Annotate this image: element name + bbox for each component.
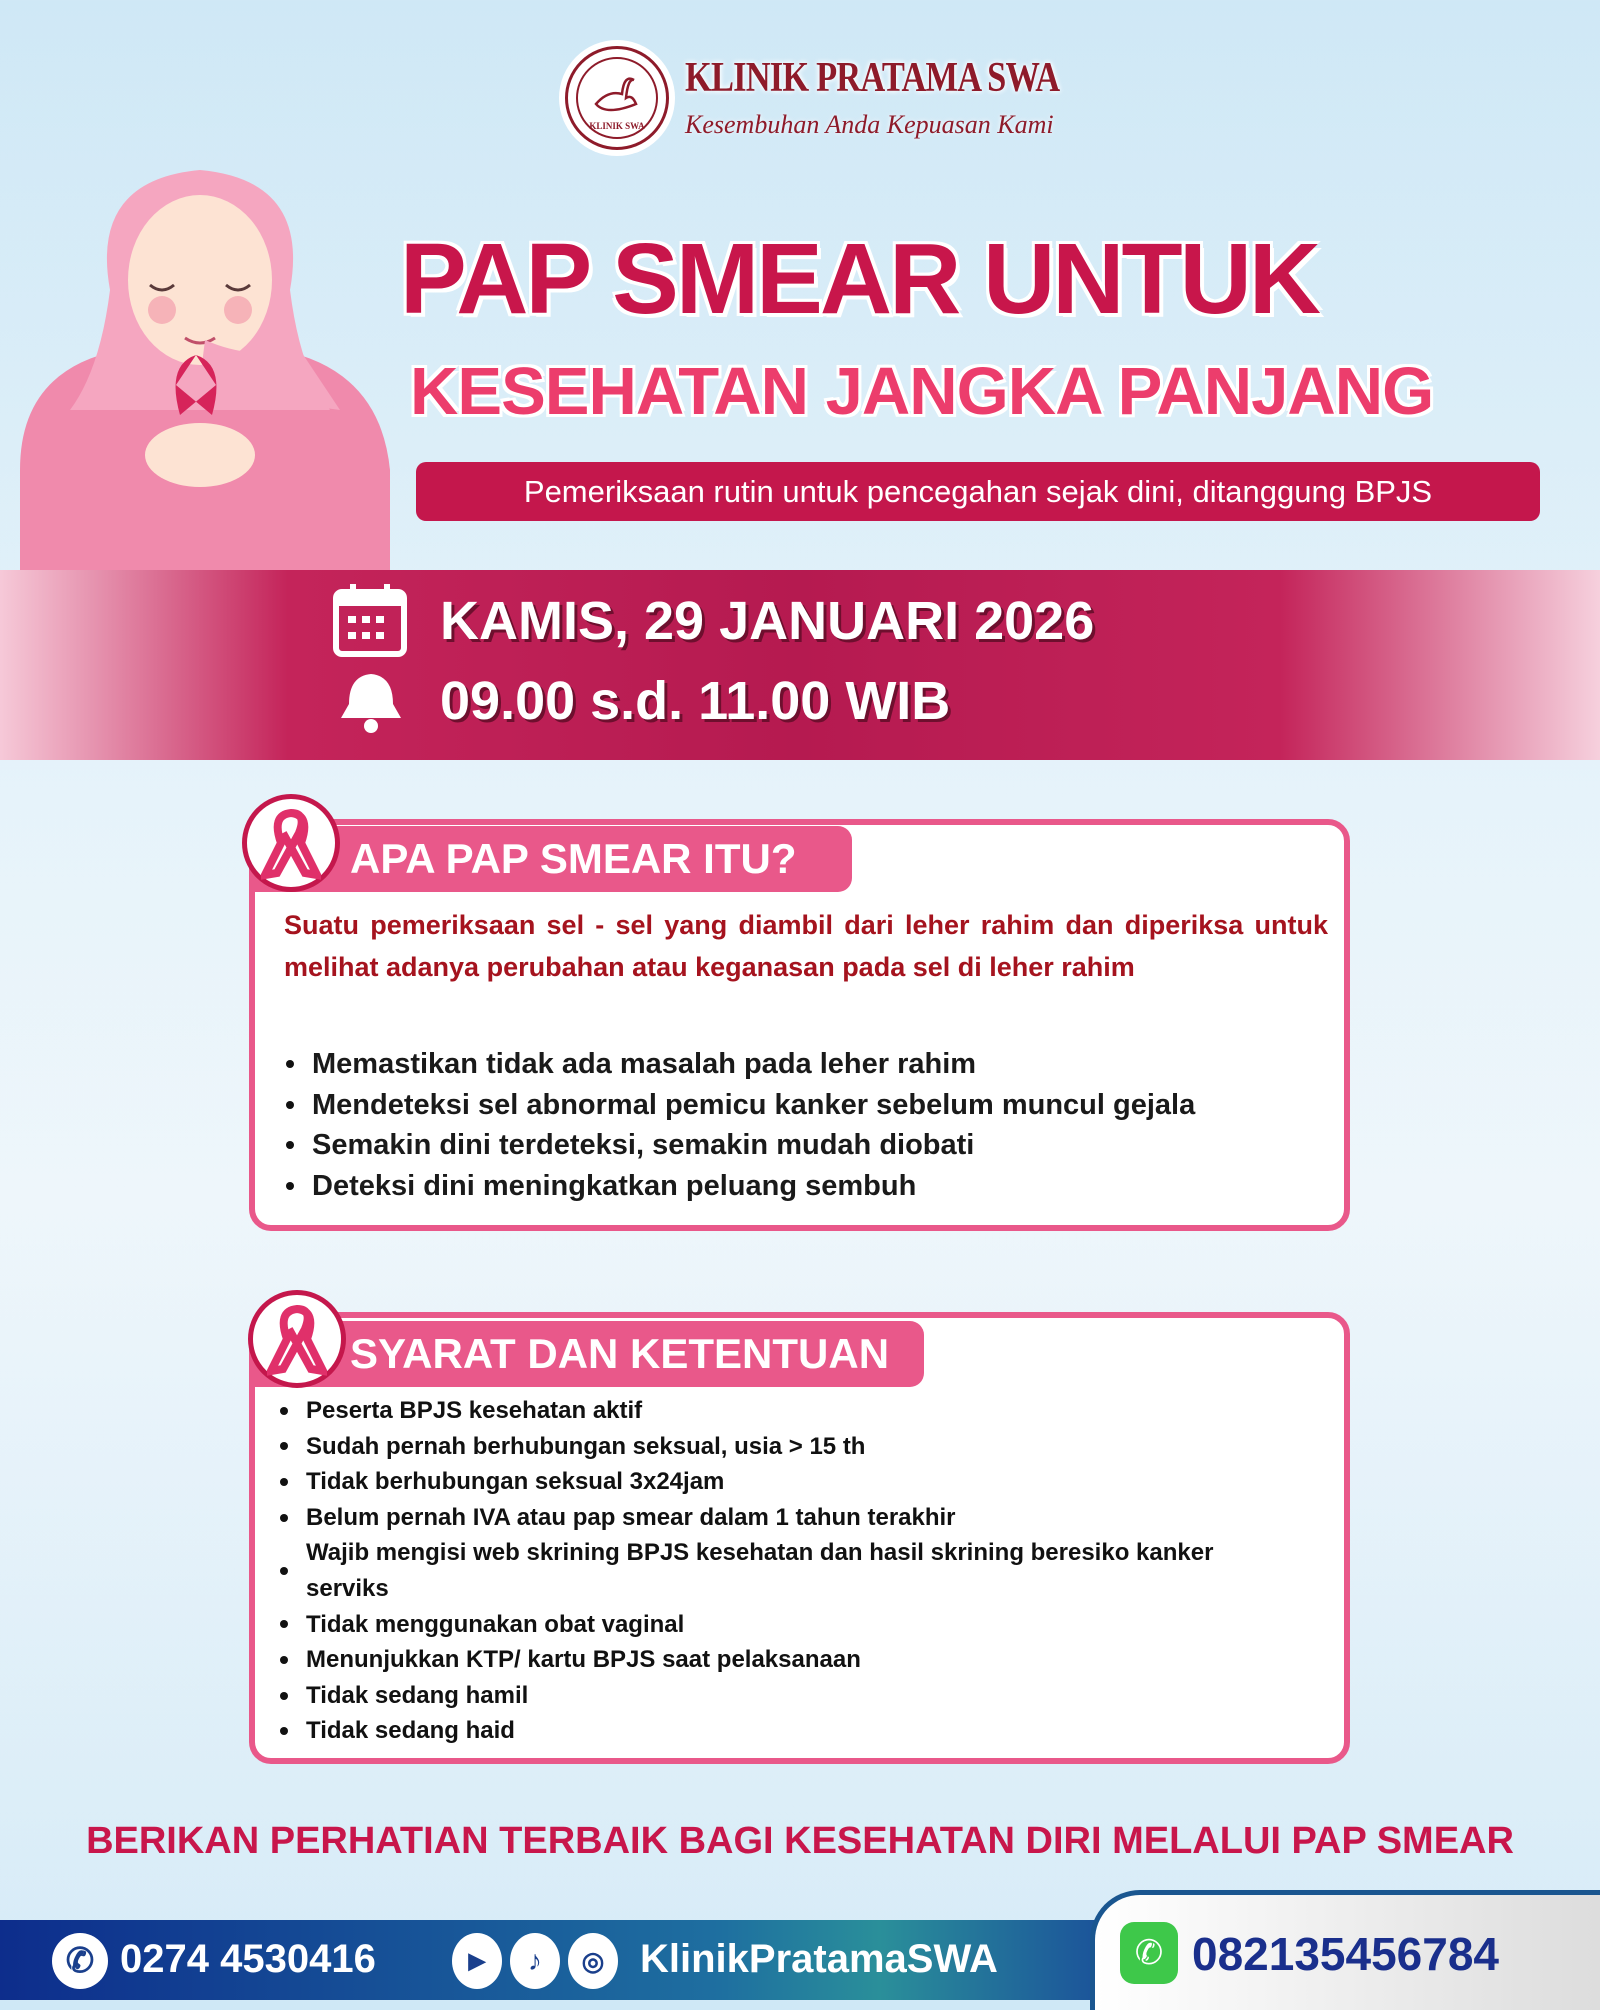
terms-point: Peserta BPJS kesehatan aktif: [274, 1393, 1274, 1429]
event-time: 09.00 s.d. 11.00 WIB: [440, 671, 951, 731]
bell-icon: [336, 668, 406, 738]
about-points: [280, 1044, 1340, 1206]
ribbon-icon: [248, 1290, 346, 1388]
social-handle[interactable]: KlinikPratamaSWA: [640, 1937, 998, 1981]
clinic-logo: [565, 46, 669, 150]
about-point: Semakin dini terdeteksi, semakin mudah diobati: [280, 1125, 1340, 1166]
terms-points: [274, 1393, 1274, 1749]
terms-heading: SYARAT DAN KETENTUAN: [254, 1321, 924, 1387]
phone-number[interactable]: 0274 4530416: [120, 1937, 376, 1981]
slogan: BERIKAN PERHATIAN TERBAIK BAGI KESEHATAN DIRI MELALUI PAP SMEAR: [86, 1820, 1514, 1862]
about-point: Memastikan tidak ada masalah pada leher rahim: [280, 1044, 1340, 1085]
terms-point: Wajib mengisi web skrining BPJS kesehatan dan hasil skrining beresiko kanker serviks: [274, 1535, 1274, 1606]
terms-point: Belum pernah IVA atau pap smear dalam 1 tahun terakhir: [274, 1500, 1274, 1536]
whatsapp-number[interactable]: 082135456784: [1192, 1928, 1499, 1980]
terms-point: Tidak menggunakan obat vaginal: [274, 1607, 1274, 1643]
terms-point: Tidak sedang haid: [274, 1713, 1274, 1749]
event-date: KAMIS, 29 JANUARI 2026: [440, 591, 1095, 651]
instagram-icon[interactable]: ◎: [568, 1933, 618, 1989]
terms-point: Sudah pernah berhubungan seksual, usia > 15 th: [274, 1429, 1274, 1465]
woman-illustration: [0, 110, 400, 570]
ribbon-icon: [242, 794, 340, 892]
svg-text:KLINIK SWA: KLINIK SWA: [589, 121, 645, 131]
terms-point: Menunjukkan KTP/ kartu BPJS saat pelaksanaan: [274, 1642, 1274, 1678]
about-heading: APA PAP SMEAR ITU?: [254, 826, 852, 892]
clinic-tagline: Kesembuhan Anda Kepuasan Kami: [685, 110, 1054, 139]
phone-icon: ✆: [52, 1933, 108, 1989]
calendar-icon: [332, 582, 408, 658]
terms-point: Tidak berhubungan seksual 3x24jam: [274, 1464, 1274, 1500]
title-line2: KESEHATAN JANGKA PANJANG: [410, 354, 1434, 429]
title-line1: PAP SMEAR UNTUK: [400, 223, 1319, 335]
terms-point: Tidak sedang hamil: [274, 1678, 1274, 1714]
whatsapp-icon: ✆: [1120, 1922, 1178, 1984]
about-point: Deteksi dini meningkatkan peluang sembuh: [280, 1166, 1340, 1207]
about-point: Mendeteksi sel abnormal pemicu kanker sebelum muncul gejala: [280, 1085, 1340, 1126]
youtube-icon[interactable]: ▶: [452, 1933, 502, 1989]
subtitle-banner: Pemeriksaan rutin untuk pencegahan sejak dini, ditanggung BPJS: [416, 462, 1540, 521]
tiktok-icon[interactable]: ♪: [510, 1933, 560, 1989]
clinic-name: KLINIK PRATAMA SWA: [685, 55, 1060, 101]
about-description: Suatu pemeriksaan sel - sel yang diambil dari leher rahim dan diperiksa untuk melihat adanya perubahan atau keganasan pada sel di leher rahim: [284, 910, 1328, 982]
